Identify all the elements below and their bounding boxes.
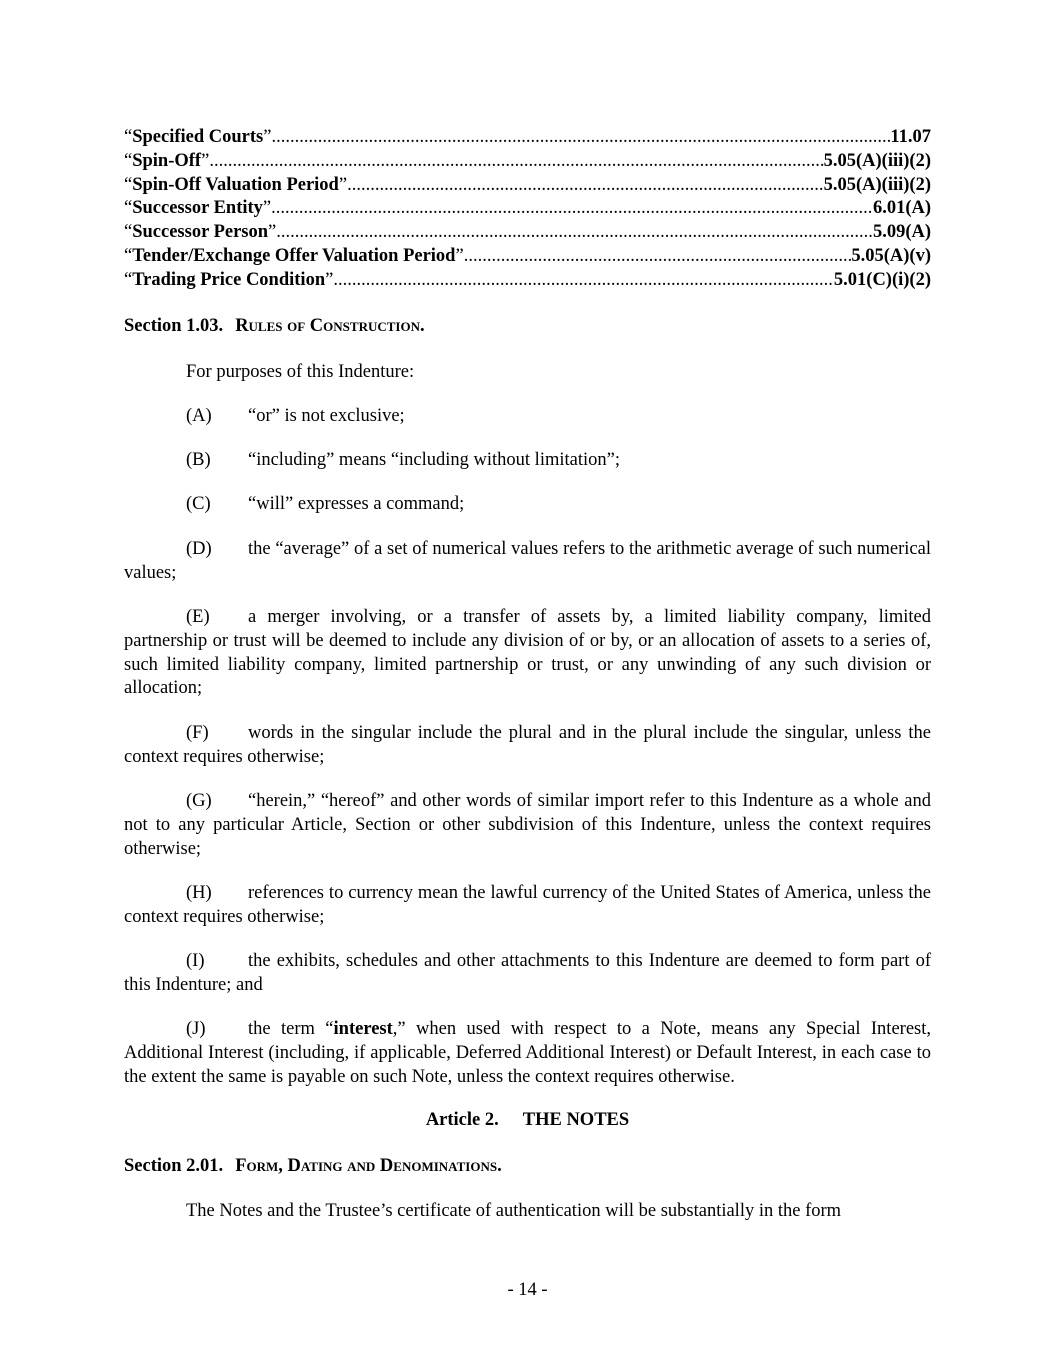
- toc-ref: 5.05(A)(iii)(2): [823, 150, 931, 171]
- section-1-03-heading: [124, 316, 425, 337]
- article-heading: [0, 1110, 1055, 1131]
- toc-row: “Spin-Off” ..... 5.05(A)(iii)(2): [124, 150, 931, 174]
- toc-ref: 5.01(C)(i)(2): [833, 269, 931, 290]
- item-text: the “average” of a set of numerical values refers to the arithmetic average of such numerical values;: [124, 539, 931, 583]
- toc-ref: 6.01(A): [872, 198, 931, 219]
- section-title: Form, Dating and Denominations.: [235, 1156, 502, 1176]
- leader-dots: [276, 221, 873, 245]
- toc-row: “Trading Price Condition” ..... 5.01(C)(i)(2): [124, 269, 931, 293]
- toc-row: “Specified Courts” ..... 11.07: [124, 126, 931, 150]
- toc-ref: 11.07: [890, 127, 931, 147]
- toc-term: Successor Entity: [132, 198, 263, 219]
- list-item: [124, 950, 931, 998]
- section-number: Section 2.01.: [124, 1156, 224, 1176]
- leader-dots: [209, 150, 823, 174]
- item-label: (C): [186, 494, 211, 514]
- item-label: (J): [186, 1019, 206, 1039]
- item-text: “herein,” “hereof” and other words of similar import refer to this Indenture as a whole and not to any particular Article, Section or other subdivision of this Indenture, unless the context requires otherwise;: [124, 791, 931, 859]
- list-item: [124, 538, 931, 586]
- toc-term: Specified Courts: [132, 127, 264, 147]
- item-text-after: ,” when used with respect to a Note, means any Special Interest, Additional Interest (including, if applicable, Deferred Additional Interest) or Default Interest, in each case to the extent the same is payable on such Note, unless the context requires otherwise.: [124, 1019, 931, 1087]
- item-label: (D): [186, 539, 212, 559]
- toc-ref: 5.09(A): [872, 222, 931, 243]
- item-label: (F): [186, 723, 209, 743]
- list-item: [124, 882, 931, 930]
- page-number: - 14 -: [507, 1280, 548, 1300]
- item-text: words in the singular include the plural and in the plural include the singular, unless the context requires otherwise;: [124, 723, 931, 767]
- item-label: (I): [186, 951, 205, 971]
- section-body: The Notes and the Trustee’s certificate of authentication will be substantially in the form: [186, 1201, 842, 1221]
- list-item: [124, 606, 931, 701]
- item-label: (E): [186, 607, 210, 627]
- toc-term: Successor Person: [132, 222, 269, 243]
- list-item: [124, 790, 931, 861]
- section-number: Section 1.03.: [124, 316, 224, 336]
- item-label: (G): [186, 791, 212, 811]
- article-title: THE NOTES: [522, 1110, 630, 1130]
- toc-row: “Tender/Exchange Offer Valuation Period” ..... 5.05(A)(v): [124, 245, 931, 269]
- toc-term: Spin-Off: [132, 150, 202, 171]
- leader-dots: [333, 269, 834, 293]
- item-label: (A): [186, 406, 212, 426]
- list-item: [124, 449, 931, 473]
- toc-term: Trading Price Condition: [132, 269, 326, 290]
- item-text: “or” is not exclusive;: [248, 406, 405, 426]
- leader-dots: [271, 126, 890, 150]
- toc-term: Tender/Exchange Offer Valuation Period: [132, 245, 456, 266]
- definitions-index: [124, 126, 931, 293]
- item-label: (B): [186, 450, 211, 470]
- leader-dots: [464, 245, 852, 269]
- toc-ref: 5.05(A)(iii)(2): [823, 174, 931, 195]
- item-text: “including” means “including without limitation”;: [248, 450, 620, 470]
- list-item: [124, 405, 931, 429]
- defined-term: interest: [333, 1019, 393, 1039]
- article-label: Article 2.: [425, 1110, 499, 1130]
- item-text: “will” expresses a command;: [248, 494, 465, 514]
- list-item: [124, 493, 931, 517]
- toc-row: “Spin-Off Valuation Period” ..... 5.05(A)(iii)(2): [124, 174, 931, 198]
- leader-dots: [347, 174, 824, 198]
- list-item: [124, 722, 931, 770]
- toc-term: Spin-Off Valuation Period: [132, 174, 339, 195]
- toc-row: “Successor Entity” ..... 6.01(A): [124, 197, 931, 221]
- item-text: the exhibits, schedules and other attachments to this Indenture are deemed to form part of this Indenture; and: [124, 951, 931, 995]
- section-2-01-heading: [124, 1156, 502, 1177]
- toc-ref: 5.05(A)(v): [851, 245, 931, 266]
- item-text: references to currency mean the lawful currency of the United States of America, unless the context requires otherwise;: [124, 883, 931, 927]
- section-title: Rules of Construction.: [235, 316, 425, 336]
- item-text: a merger involving, or a transfer of assets by, a limited liability company, limited partnership or trust will be deemed to include any division of or by, or an allocation of assets to a series of, such limited liability company, limited partnership or trust, or any unwinding of any such division or allocation;: [124, 607, 931, 699]
- item-text-before: the term “: [248, 1019, 334, 1039]
- item-label: (H): [186, 883, 212, 903]
- list-item: [124, 1018, 931, 1089]
- leader-dots: [271, 197, 873, 221]
- section-intro: For purposes of this Indenture:: [186, 362, 415, 382]
- toc-row: “Successor Person” ..... 5.09(A): [124, 221, 931, 245]
